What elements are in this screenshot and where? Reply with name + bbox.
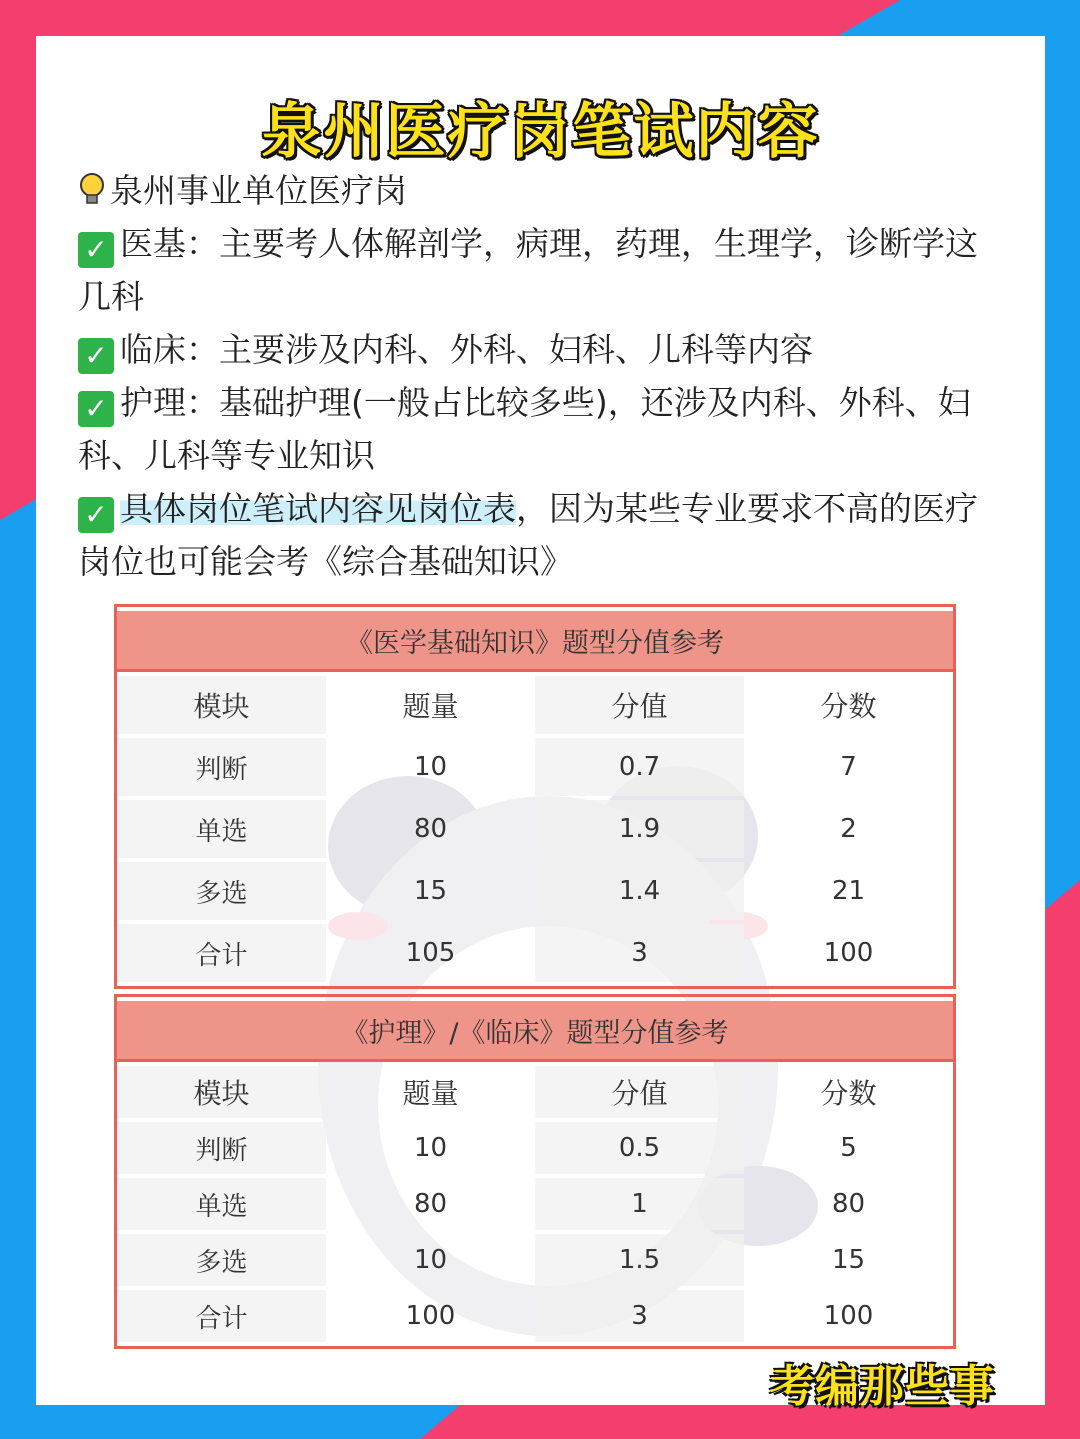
medical-basics-score-table (114, 604, 956, 989)
table-row (117, 1122, 953, 1174)
table-row (117, 1290, 953, 1342)
page-title: 泉州医疗岗笔试内容 (261, 97, 820, 167)
content-card (36, 36, 1045, 1405)
table-cell: 10 (413, 1133, 448, 1163)
table-cell: 合计 (117, 924, 326, 982)
table-cell: 单选 (117, 800, 326, 858)
table-row (117, 1178, 953, 1230)
table-cell: 0.7 (535, 738, 744, 796)
table-cell: 100 (405, 1301, 456, 1331)
table-cell: 判断 (117, 1122, 326, 1174)
table-cell: 5 (840, 1133, 857, 1163)
checkmark-icon: ✓ (78, 391, 114, 427)
table-row (117, 862, 953, 920)
table-cell: 80 (413, 1189, 448, 1219)
column-header: 题量 (402, 1077, 459, 1110)
table-row (117, 738, 953, 796)
column-header: 分数 (820, 690, 877, 723)
table-row (117, 1234, 953, 1286)
checkmark-icon: ✓ (78, 338, 114, 374)
table-cell: 105 (405, 938, 456, 968)
table-cell: 3 (535, 924, 744, 982)
table-cell: 多选 (117, 1234, 326, 1286)
position-note-line: ✓ 具体岗位笔试内容见岗位表，因为某些专业要求不高的医疗岗位也可能会考《综合基础知识》 (78, 489, 978, 581)
table-cell: 判断 (117, 738, 326, 796)
clinical-line: ✓ 临床：主要涉及内科、外科、妇科、儿科等内容 (78, 323, 1008, 376)
lightbulb-icon (78, 172, 106, 208)
nursing-line: ✓ 护理：基础护理(一般占比较多些)，还涉及内科、外科、妇科、儿科等专业知识 (78, 383, 971, 475)
table-cell: 100 (823, 938, 874, 968)
intro-text (78, 164, 1008, 588)
table-cell: 7 (840, 752, 857, 782)
table-cell: 1.4 (535, 862, 744, 920)
column-header: 分数 (820, 1077, 877, 1110)
table-cell: 80 (831, 1189, 866, 1219)
table-cell: 21 (831, 876, 866, 906)
medical-basics-line: ✓ 医基：主要考人体解剖学，病理，药理，生理学，诊断学这几科 (78, 224, 978, 316)
table-cell: 80 (413, 814, 448, 844)
table-cell: 1 (535, 1178, 744, 1230)
table-header-row (117, 1066, 953, 1118)
table-row (117, 924, 953, 982)
intro-line: 泉州事业单位医疗岗 (78, 164, 1008, 217)
checkmark-icon: ✓ (78, 497, 114, 533)
nursing-clinical-score-table (114, 994, 956, 1349)
table-caption: 《护理》/《临床》题型分值参考 (117, 1001, 953, 1062)
table-cell: 15 (413, 876, 448, 906)
table-cell: 单选 (117, 1178, 326, 1230)
author-signature: 考编那些事 (770, 1361, 995, 1412)
table-cell: 10 (413, 1245, 448, 1275)
table-cell: 多选 (117, 862, 326, 920)
table-cell: 合计 (117, 1290, 326, 1342)
table-cell: 10 (413, 752, 448, 782)
table-cell: 15 (831, 1245, 866, 1275)
checkmark-icon: ✓ (78, 232, 114, 268)
table-cell: 3 (535, 1290, 744, 1342)
table-caption: 《医学基础知识》题型分值参考 (117, 611, 953, 672)
table-cell: 2 (840, 814, 857, 844)
table-cell: 1.9 (535, 800, 744, 858)
table-cell: 0.5 (535, 1122, 744, 1174)
table-cell: 100 (823, 1301, 874, 1331)
table-cell: 1.5 (535, 1234, 744, 1286)
column-header: 模块 (117, 676, 326, 734)
highlighted-text: 具体岗位笔试内容见岗位表 (120, 489, 516, 528)
column-header: 分值 (535, 1066, 744, 1118)
table-header-row (117, 676, 953, 734)
column-header: 模块 (117, 1066, 326, 1118)
column-header: 分值 (535, 676, 744, 734)
table-row (117, 800, 953, 858)
column-header: 题量 (402, 690, 459, 723)
